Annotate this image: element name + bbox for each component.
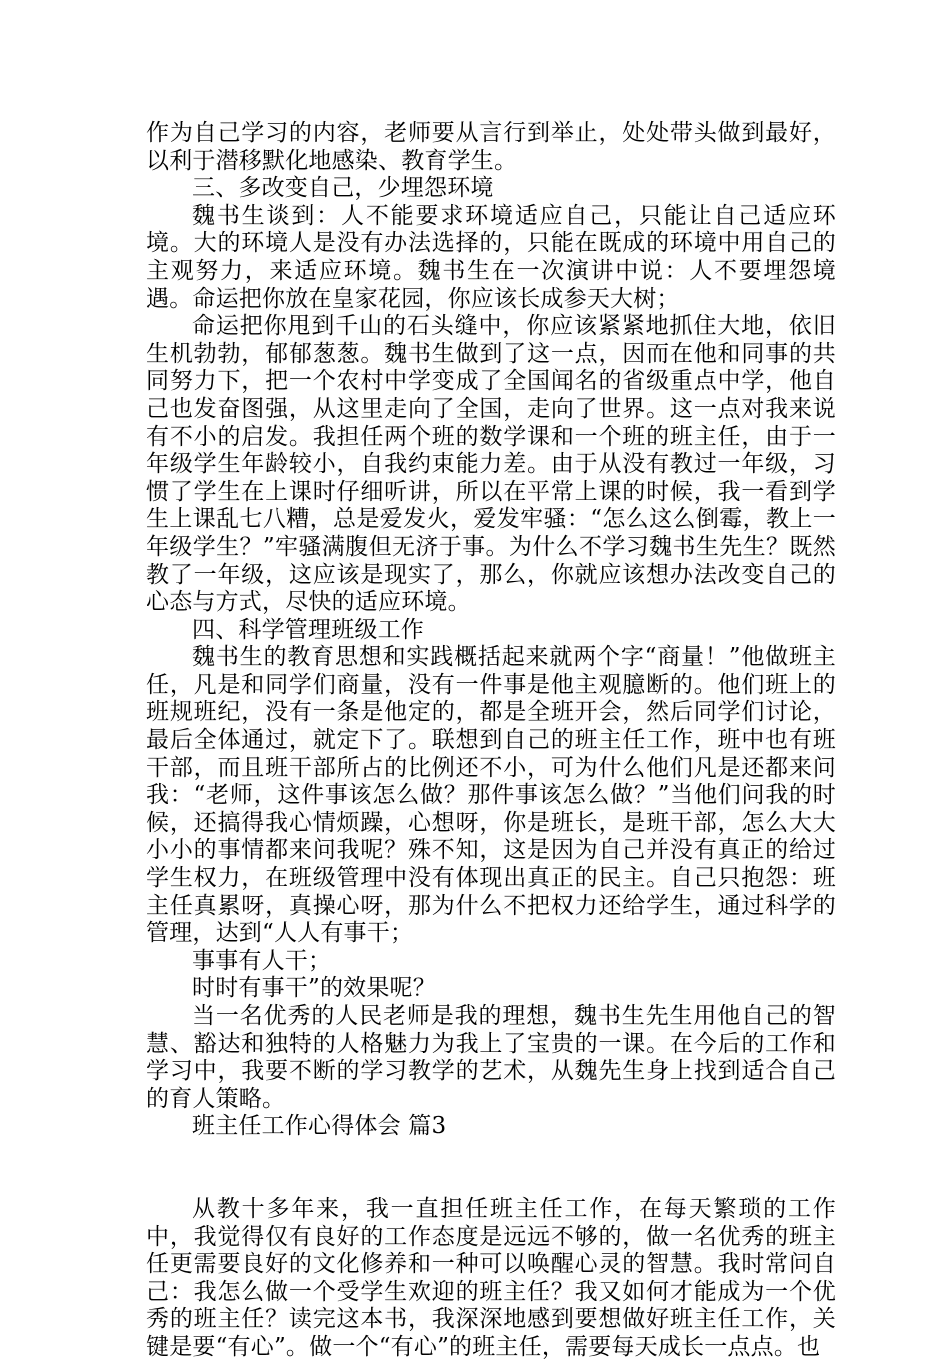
paragraph: 魏书生谈到：人不能要求环境适应自己，只能让自己适应环境。大的环境人是没有办法选择的，只能在既成的环境中用自己的主观努力，来适应环境。魏书生在一次演讲中说：人不要埋怨境遇。命运把你放在皇家花园，你应该长成参天大树；: [146, 202, 836, 312]
section-heading-3: 三、多改变自己，少埋怨环境: [192, 175, 494, 202]
paragraph: 当一名优秀的人民老师是我的理想，魏书生先生用他自己的智慧、豁达和独特的人格魅力为我上了宝贵的一课。在今后的工作和学习中，我要不断的学习教学的艺术，从魏先生身上找到适合自己的育人策略。: [146, 1003, 836, 1112]
paragraph: 魏书生的教育思想和实践概括起来就两个字“商量！”他做班主任，凡是和同学们商量，没有一件事是他主观臆断的。他们班上的班规班纪，没有一条是他定的，都是全班开会，然后同学们讨论，最后全体通过，就定下了。联想到自己的班主任工作，班中也有班干部，而且班干部所占的比例还不小，可为什么他们凡是还都来问我：“老师，这件事该怎么做？那件事该怎么做？”当他们问我的时候，还搞得我心情烦躁，心想呀，你是班长，是班干部，怎么大大小小的事情都来问我呢？殊不知，这是因为自己并没有真正的给过学生权力，在班级管理中没有体现出真正的民主。自己只抱怨：班主任真累呀，真操心呀，那为什么不把权力还给学生，通过科学的管理，达到“人人有事干；: [146, 644, 836, 947]
section-heading-4: 四、科学管理班级工作: [192, 616, 424, 643]
article-title: 班主任工作心得体会 篇3: [192, 1113, 447, 1140]
document-page: [146, 120, 836, 1362]
blank-line: [146, 1141, 836, 1196]
paragraph: 事事有人干；: [192, 947, 332, 974]
paragraph: 从教十多年来，我一直担任班主任工作，在每天繁琐的工作中，我觉得仅有良好的工作态度是远远不够的，做一名优秀的班主任更需要良好的文化修养和一种可以唤醒心灵的智慧。我时常问自己：我怎么做一个受学生欢迎的班主任？我又如何才能成为一个优秀的班主任？读完这本书，我深深地感到要想做好班主任工作，关键是要“有心”。做一个“有心”的班主任，需要每天成长一点点。也: [146, 1195, 836, 1360]
paragraph: 命运把你甩到千山的石头缝中，你应该紧紧地抓住大地，依旧生机勃勃，郁郁葱葱。魏书生做到了这一点，因而在他和同事的共同努力下，把一个农村中学变成了全国闻名的省级重点中学，他自己也发奋图强，从这里走向了全国，走向了世界。这一点对我来说有不小的启发。我担任两个班的数学课和一个班的班主任，由于一年级学生年龄较小，自我约束能力差。由于从没有教过一年级，习惯了学生在上课时仔细听讲，所以在平常上课的时候，我一看到学生上课乱七八糟，总是爱发火，爱发牢骚：“怎么这么倒霉，教上一年级学生？”牢骚满腹但无济于事。为什么不学习魏书生先生？既然教了一年级，这应该是现实了，那么，你就应该想办法改变自己的心态与方式，尽快的适应环境。: [146, 313, 836, 616]
paragraph-continuation: 作为自己学习的内容，老师要从言行到举止，处处带头做到最好，以利于潜移默化地感染、教育学生。: [146, 120, 836, 174]
paragraph: 时时有事干”的效果呢？: [192, 975, 436, 1002]
